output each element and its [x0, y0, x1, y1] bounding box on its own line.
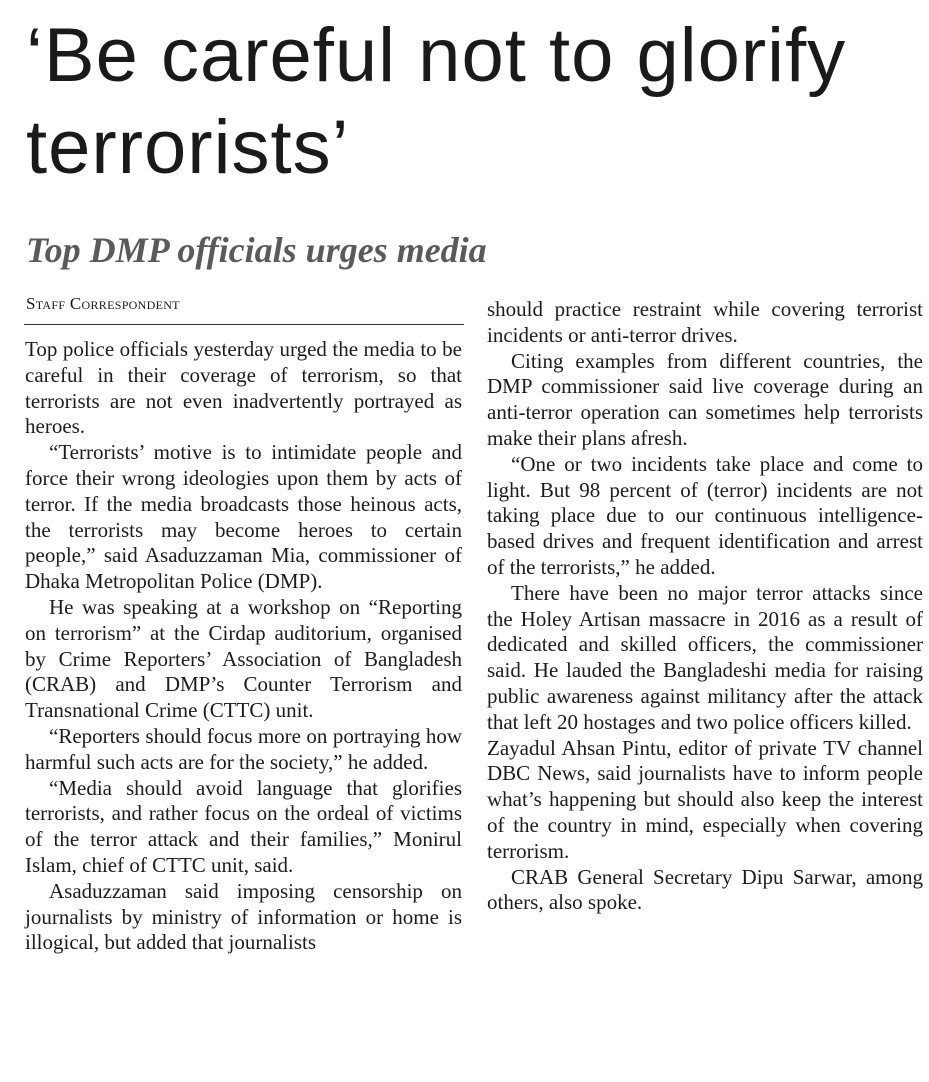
paragraph-censorship: Asaduzzaman said imposing censorship on journalists by ministry of information or home is illogical, but added that journalists [25, 878, 462, 955]
paragraph-crab-secretary: CRAB General Secretary Dipu Sarwar, among others, also spoke. [487, 864, 923, 915]
byline-rule [24, 324, 464, 325]
subheadline: Top DMP officials urges media [26, 230, 487, 270]
paragraph-quote-asaduzzaman: “Terrorists’ motive is to intimidate people and force their wrong ideologies upon them by acts of terror. If the media broadcasts those heinous acts, the terrorists may become heroes to certain people,” said Asaduzzaman Mia, commissioner of Dhaka Metropolitan Police (DMP). [25, 440, 462, 594]
paragraph-workshop: He was speaking at a workshop on “Reporting on terrorism” at the Cirdap auditorium, organised by Crime Reporters’ Association of Bangladesh (CRAB) and DMP’s Counter Terrorism and Transnational Crime (CTTC) unit. [25, 594, 462, 723]
byline: Staff Correspondent [26, 294, 180, 313]
paragraph-incidents-quote: “One or two incidents take place and come to light. But 98 percent of (terror) incidents are not taking place due to our continuous intelligence-based drives and frequent identification and arrest of the terrorists,” he added. [487, 451, 923, 579]
article-column-right [487, 297, 923, 916]
paragraph-holey-artisan: There have been no major terror attacks since the Holey Artisan massacre in 2016 as a result of dedicated and skilled officers, the commissioner said. He lauded the Bangladeshi media for raising public awareness against militancy after the attack that left 20 hostages and two police officers killed. [487, 580, 923, 734]
paragraph-zayadul: Zayadul Ahsan Pintu, editor of private TV channel DBC News, said journalists have to inform people what’s happening but should also keep the interest of the country in mind, especially when covering terrorism. [487, 735, 923, 863]
paragraph-monirul-quote: “Media should avoid language that glorifies terrorists, and rather focus on the ordeal of victims of the terror attack and their families,” Monirul Islam, chief of CTTC unit, said. [25, 775, 462, 877]
headline: ‘Be careful not to glorify terrorists’ [26, 13, 847, 190]
article-column-left [25, 337, 462, 956]
paragraph-restraint: should practice restraint while covering terrorist incidents or anti-terror drives. [487, 297, 923, 347]
paragraph-live-coverage: Citing examples from different countries, the DMP commissioner said live coverage during an anti-terror operation can sometimes help terrorists make their plans afresh. [487, 348, 923, 450]
paragraph-reporters-quote: “Reporters should focus more on portraying how harmful such acts are for the society,” he added. [25, 723, 462, 774]
paragraph-lead: Top police officials yesterday urged the media to be careful in their coverage of terrorism, so that terrorists are not even inadvertently portrayed as heroes. [25, 337, 462, 439]
